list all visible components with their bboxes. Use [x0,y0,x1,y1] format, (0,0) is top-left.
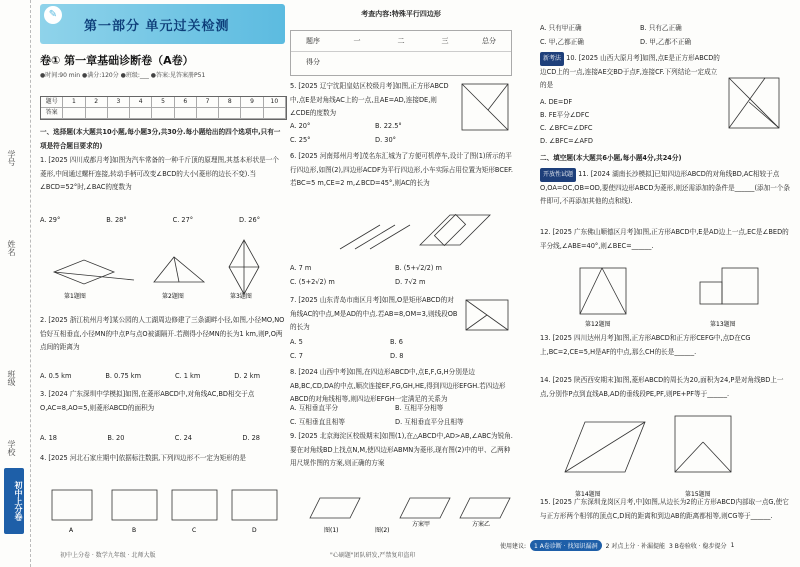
question-5: 5. [2025 辽宁沈阳皇姑区校级月考]如图,正方形ABCD中,点E是对角线AC上的一点,且AE=AD,连接DE,则∠CDE的度数为 [290,82,449,117]
q6-figures [300,205,510,261]
question-2: 2. [2025 浙江杭州月考]某公园的人工湖周边修建了三条湖畔小径,如图,小径MO,NO恰好互相垂直,小径MN的中点P与点O被湖隔开.若测得小径MN的长为1 km,则P,O两点间的距离为 [40,316,285,351]
scope-label: 考查内容:特殊平行四边形 [361,10,441,18]
fig-caption: 第3题图 [230,293,252,300]
option[interactable]: D. 8 [390,351,404,360]
grid-num: 4 [130,97,152,108]
page-number: 1 [730,541,735,549]
option[interactable]: A. 7 m [290,264,312,272]
q8-options [290,402,500,429]
grid-label: 答案 [41,108,63,119]
fig-caption: 第1题图 [64,293,86,300]
option[interactable]: D. 甲,乙都不正确 [640,37,691,46]
question-9: 9. [2025 北京海淀区校级期末]如图(1),在△ABCD中,AD>AB,∠ABC为锐角.要在对角线BD上找点N,M,使四边形ABMN为菱形,现有图(2)中的甲、乙两种用尺规作图的方案,则正确的方案 [290,432,513,467]
answer-grid [40,96,287,120]
grid-num: 7 [197,97,219,108]
answer-cell[interactable] [264,108,286,119]
question-10-text: 10. [2025 山西大原月考]如图,点E是正方形ABCD的边CD上的一点,连接AE交BD于点F,连接CF.下列结论一定成立的是 [540,54,720,89]
option[interactable]: B. (5+√2/2) m [395,264,442,272]
step-2: 2 对点上分 · 补漏提能 [605,542,666,550]
paper-meta: ●时间:90 min ●满分:120分 ●班级:___ ●答案:见答案册P51 [40,72,206,79]
question-12: 12. [2025 广东佛山顺德区月考]如图,正方形ABCD中,E是AD边上一点,EC是∠BED的平分线,∠ABE=40°,则∠BEC=______. [540,228,789,250]
fig-caption: 第14题图 [575,491,601,498]
score-col: 总分 [482,37,496,45]
score-table [290,10,512,76]
option-label: B [132,527,137,534]
question-7: 7. [2025 山东青岛市南区月考]如图,O是矩形ABCD的对角线AC的中点,M是AD的中点.若AB=8,OM=3,则线段OB的长为 [290,296,458,331]
option[interactable]: A. 互相垂直平分 [290,404,339,412]
footer-left: 初中上分卷 · 数学九年级 · 北师大版 [60,552,156,559]
step-3: 3 B卷验收 · 稳步提分 [669,542,727,550]
score-value-row [291,52,511,72]
answer-cell[interactable] [86,108,108,119]
option[interactable]: A. 0.5 km [40,372,72,380]
answer-cell[interactable] [241,108,263,119]
banner-title: 第一部分 单元过关检测 [84,19,230,34]
score-row-label: 得分 [306,58,320,66]
pencil-icon: ✎ [44,6,62,24]
question-15: 15. [2025 广东深圳龙岗区月考,中]如图,从边长为2的正方形ABCD内部取一点G,使它与正方形两个相邻的顶点C,D间的距离和到边AB的距离都相等,则CG等于______. [540,498,789,520]
new-method-tag: 新考法 [540,52,564,66]
brand-logo: 初中上分卷 [4,468,24,534]
usage-bar [500,538,790,552]
q5-options [290,120,460,147]
option[interactable]: B. FE平分∠DFC [540,111,590,119]
question-10 [540,52,720,96]
option[interactable]: D. 7√2 m [395,277,426,286]
answer-cell[interactable] [219,108,241,119]
option[interactable]: A. 29° [40,216,61,224]
usage-label: 使用建议: [500,542,527,550]
fig-caption: 方案乙 [472,521,491,528]
option[interactable]: D. 26° [239,216,260,224]
grid-num: 8 [219,97,241,108]
option[interactable]: B. 只有乙正确 [640,24,682,32]
q9-options [540,22,740,49]
name-label: 姓名 [7,240,16,256]
option[interactable]: C. (5+2√2) m [290,277,335,286]
fig-caption: 第15题图 [685,491,711,498]
option-label: C [192,527,197,534]
q7-figure [462,296,512,336]
q1-3-figures [44,232,284,302]
question-3: 3. [2024 广东深圳中学模拟]如图,在菱形ABCD中,对角线AC,BD相交于点O,AC=8,AO=5,则菱形ABCD的面积为 [40,390,255,412]
q7-options [290,336,490,363]
option[interactable]: B. 28° [106,216,127,224]
step-1: 1 A卷诊断 · 找知识漏洞 [530,540,602,551]
option[interactable]: C. 1 km [174,372,201,380]
option[interactable]: C. 24 [174,434,192,442]
option-label: A [69,527,74,534]
grid-num: 3 [108,97,130,108]
question-11-text: 11. [2024 湖南长沙模拟]已知四边形ABCD的对角线BD,AC相较于点O,OA=OC,OB=OD,要使四边形ABCD为菱形,则还需添加的条件是______(添加一个条件即可,不再添加其他的点和线). [540,170,790,205]
option[interactable]: B. 20 [107,434,125,442]
option[interactable]: B. 0.75 km [105,372,142,380]
question-13: 13. [2025 四川达州月考]如图,正方形ABCD和正方形CEFG中,点D在CG上,BC=2,CE=5,H是AF的中点,那么CH的长是______. [540,334,751,356]
option[interactable]: D. 2 km [234,372,260,380]
option[interactable]: C. ∠BFC=∠DFC [540,124,593,132]
option[interactable]: C. 互相垂直且相等 [290,417,345,426]
score-col: 一 [353,37,361,45]
option[interactable]: D. 28 [242,434,260,442]
q6-options [290,262,500,289]
q3-options [40,432,260,446]
option[interactable]: D. 30° [375,135,396,144]
grid-num: 6 [175,97,197,108]
student-no-label: 学号 [7,150,16,166]
option[interactable]: A. 20° [290,122,311,130]
answer-cell[interactable] [197,108,219,119]
open-question-tag: 开放性试题 [540,168,576,182]
option[interactable]: B. 互相平分相等 [395,404,444,412]
grid-num: 5 [152,97,174,108]
section-banner [40,4,285,44]
grid-label: 题号 [41,97,63,108]
answer-cell[interactable] [130,108,152,119]
grid-num: 9 [241,97,263,108]
question-8: 8. [2024 山西中考]如图,在四边形ABCD中,点E,F,G,H分别是边AB,BC,CD,DA的中点,顺次连接EF,FG,GH,HE,得到四边形EFGH.若四边形ABCD的对角线相等,则四边形EFGH一定满足的关系为 [290,368,506,403]
option[interactable]: B. 6 [390,338,403,346]
question-1: 1. [2025 四川成都月考]如图为汽车常备的一种千斤顶的原理图,其基本形状是一个菱形,中间通过螺杆连接,转动手柄可改变∠BCD的大小(菱形的边长不变).当∠BCD=52°时,∠BAC的度数为 [40,156,279,191]
fig-caption: 图(2) [375,527,390,534]
grid-num: 2 [86,97,108,108]
fig-caption: 图(1) [324,527,339,534]
grid-num: 10 [264,97,286,108]
answer-cell[interactable] [175,108,197,119]
q1-options [40,214,260,228]
q9-figures [300,488,515,536]
fig-caption: 第13题图 [710,321,736,328]
school-label: 学校 [7,440,16,456]
option[interactable]: A. 18 [40,434,57,442]
fig-caption: 第2题图 [162,293,184,300]
question-6: 6. [2025 河南郑州月考]茂名东汇城为了方便可机停车,设计了图(1)所示的平行四边形,如图(2),四边形ACDF为平行四边形,小车实际占用位置为矩形BCEF.若BC=5 m,CE=2 m,∠BCD=45°,则AC的长为 [290,152,513,187]
question-11 [540,168,790,224]
score-col: 题序 [306,37,320,45]
option[interactable]: A. 只有甲正确 [540,24,582,32]
binding-margin [0,0,31,567]
q4-figures [44,484,284,536]
q5-figure [458,80,514,136]
answer-cell[interactable] [63,108,85,119]
q14-15-figures [555,412,780,504]
score-col: 二 [397,37,405,45]
option[interactable]: C. 甲,乙都正确 [540,37,584,46]
paper-subtitle: 卷① 第一章基础诊断卷（A卷） [40,54,194,67]
option[interactable]: D. 互相垂直平分且相等 [395,417,464,426]
option[interactable]: C. 7 [290,351,303,360]
q12-13-figures [560,262,780,332]
score-header-row [291,31,511,52]
option[interactable]: D. ∠BFC=∠AFD [540,137,593,145]
footer-center: "心刷题"团队研发,严禁复印盗印 [330,552,416,559]
option[interactable]: C. 25° [290,135,311,144]
option-label: D [252,527,257,534]
answer-cell[interactable] [152,108,174,119]
option[interactable]: A. 5 [290,338,303,346]
option[interactable]: C. 27° [172,216,194,224]
section2-heading: 二、填空题(本大题共6小题,每小题4分,共24分) [540,154,682,162]
question-14: 14. [2025 陕西西安期末]如图,菱形ABCD的周长为20,面积为24,P是对角线BD上一点,分别作P点到直线AB,AD的垂线段PE,PF,则PE+PF等于______. [540,376,784,398]
section1-heading: 一、选择题(本大题共10小题,每小题3分,共30分.每小题给出的四个选项中,只有一项是符合题目要求的) [40,128,281,150]
score-col: 三 [441,37,449,45]
question-4: 4. [2025 河北石家庄期中]依据标注数据,下列四边形不一定为矩形的是 [40,454,246,462]
fig-caption: 第12题图 [585,321,611,328]
q10-figure [725,74,785,134]
class-label: 班级 [7,370,16,386]
q10-options [540,96,720,148]
option[interactable]: A. DE=DF [540,98,573,106]
fig-caption: 方案甲 [412,521,431,528]
q2-options [40,370,260,384]
answer-cell[interactable] [108,108,130,119]
grid-num: 1 [63,97,85,108]
option[interactable]: B. 22.5° [375,122,402,130]
